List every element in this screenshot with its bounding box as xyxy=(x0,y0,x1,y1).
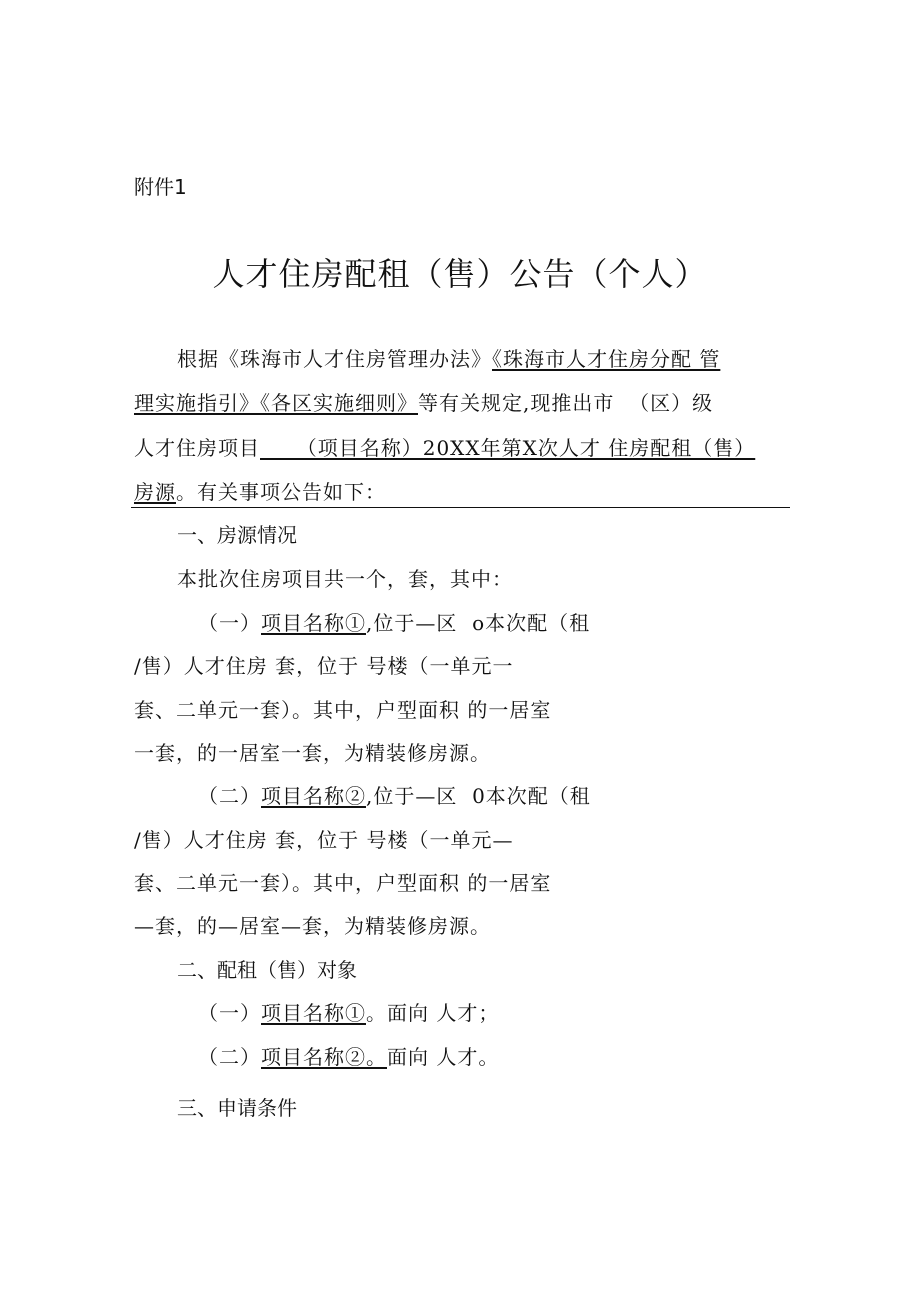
item-number: （二） xyxy=(198,784,261,808)
page-title: 人才住房配租（售）公告（个人） xyxy=(212,255,708,293)
item-number: （一） xyxy=(198,1001,261,1025)
intro-project-name: __ （项目名称）20XX年第X次人才 住房配租（售） xyxy=(260,436,756,460)
project-2-line-3: 套、二单元一套）。其中，户型面积 的一居室 xyxy=(134,871,552,895)
section-summary: 本批次住房项目共一个，套，其中： xyxy=(177,567,513,591)
attachment-label: 附件1 xyxy=(134,175,187,199)
project-name: 项目名称② xyxy=(261,784,366,808)
target-item-2 xyxy=(198,1043,499,1071)
project-1-line-3: 套、二单元一套）。其中，户型面积 的一居室 xyxy=(134,698,552,722)
project-text: ,位于—区 o本次配（租 xyxy=(366,611,591,635)
intro-text: 人才住房项目 xyxy=(134,436,260,460)
target-text: 。面向 人才； xyxy=(366,1001,500,1025)
section-heading: 一、房源情况 xyxy=(177,523,297,547)
project-name: 项目名称① xyxy=(261,611,366,635)
intro-text: 根据《珠海市人才住房管理办法》 xyxy=(177,347,492,371)
intro-line-2 xyxy=(134,389,713,417)
target-text: 面向 人才。 xyxy=(387,1045,500,1069)
intro-text: 。有关事项公告如下： xyxy=(176,480,386,504)
intro-line-3 xyxy=(134,434,755,462)
intro-line-1 xyxy=(177,345,720,373)
intro-housing-source: 房源 xyxy=(134,480,176,504)
project-2-line-1 xyxy=(198,782,591,810)
project-1-line-1 xyxy=(198,609,590,637)
project-1-line-4: 一套，的一居室一套，为精装修房源。 xyxy=(134,741,491,765)
intro-text: 等有关规定,现推出市 （区）级 xyxy=(418,391,714,415)
item-number: （一） xyxy=(198,611,261,635)
project-text: ,位于—区 0本次配（租 xyxy=(366,784,591,808)
project-name: 项目名称②。 xyxy=(261,1045,387,1069)
project-2-line-4: —套，的—居室—套，为精装修房源。 xyxy=(134,914,491,938)
intro-law-reference: 《珠海市人才住房分配 管 xyxy=(492,347,721,371)
project-2-line-2: /售）人才住房 套，位于 号楼（一单元— xyxy=(134,828,514,852)
intro-law-reference: 理实施指引》《各区实施细则》 xyxy=(134,391,418,415)
project-name: 项目名称① xyxy=(261,1001,366,1025)
divider-line xyxy=(131,507,790,508)
target-item-1 xyxy=(198,999,499,1027)
section-heading: 三、申请条件 xyxy=(177,1096,297,1120)
section-heading: 二、配租（售）对象 xyxy=(177,958,357,982)
item-number: （二） xyxy=(198,1045,261,1069)
project-1-line-2: /售）人才住房 套，位于 号楼（一单元一 xyxy=(134,654,514,678)
intro-line-4 xyxy=(134,478,386,506)
